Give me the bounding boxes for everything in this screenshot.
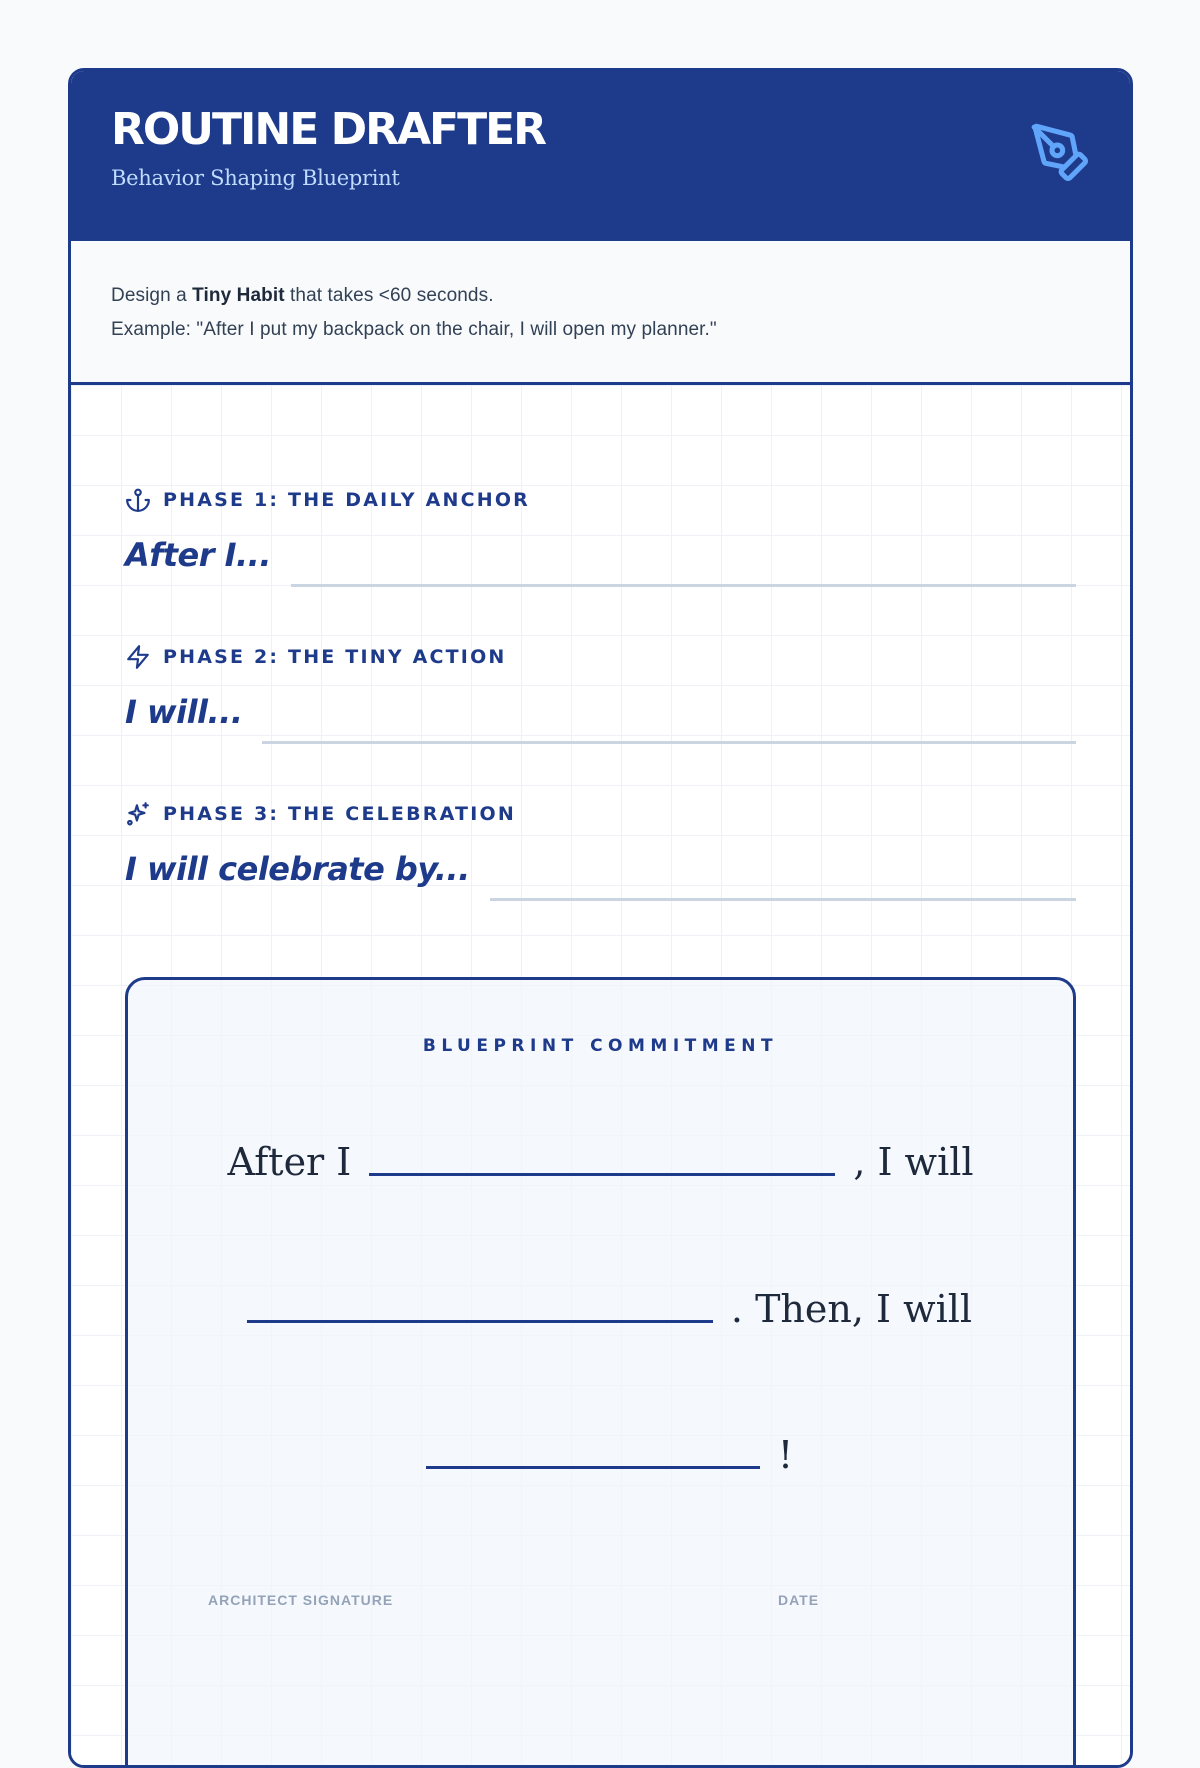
phase-label: PHASE 3: THE CELEBRATION [163,803,516,825]
example-text: Example: "After I put my backpack on the chair, I will open my planner." [111,319,717,340]
header-banner [71,71,1130,241]
phase-input-row [125,841,1076,901]
sparkles-icon [125,801,151,827]
phase-prompt: I will celebrate by... [125,850,470,888]
commitment-line-1 [128,1140,1073,1184]
action-blank[interactable] [247,1288,713,1323]
phase-label: PHASE 1: THE DAILY ANCHOR [163,489,530,511]
instructions-panel [71,241,1130,385]
instruction-text [111,285,494,307]
page-subtitle: Behavior Shaping Blueprint [111,166,400,190]
commitment-title: BLUEPRINT COMMITMENT [422,1036,779,1056]
commitment-line-3 [128,1433,1073,1477]
worksheet-card [68,68,1133,1768]
instruction-prefix: Design a [111,285,193,306]
signature-label: ARCHITECT SIGNATURE [208,1592,394,1608]
phase-label: PHASE 2: THE TINY ACTION [163,646,507,668]
action-input[interactable] [262,695,1076,744]
phase-prompt: I will... [125,693,243,731]
pen-tool-icon [1028,121,1092,185]
celebration-blank[interactable] [426,1434,760,1469]
phase-3-section [125,799,1076,919]
phase-1-section [125,485,1076,605]
commitment-text: . Then, I will [730,1287,973,1331]
commitment-line-2 [128,1287,1073,1331]
anchor-input[interactable] [291,538,1076,587]
phase-prompt: After I... [125,536,271,574]
phase-header [125,485,530,515]
phase-input-row [125,684,1076,744]
page-title: ROUTINE DRAFTER [111,104,546,155]
commitment-box [125,977,1076,1768]
anchor-blank[interactable] [369,1141,835,1176]
phase-header [125,799,516,829]
date-label: DATE [778,1592,820,1608]
instruction-emphasis: Tiny Habit [192,285,285,306]
celebration-input[interactable] [490,852,1076,901]
lightning-icon [125,644,151,670]
commitment-text: , I will [853,1140,974,1184]
phase-header [125,642,507,672]
instruction-suffix: that takes <60 seconds. [284,285,494,306]
phase-input-row [125,527,1076,587]
anchor-icon [125,487,151,513]
commitment-text: After I [227,1140,352,1184]
phase-2-section [125,642,1076,762]
commitment-text: ! [777,1433,794,1477]
